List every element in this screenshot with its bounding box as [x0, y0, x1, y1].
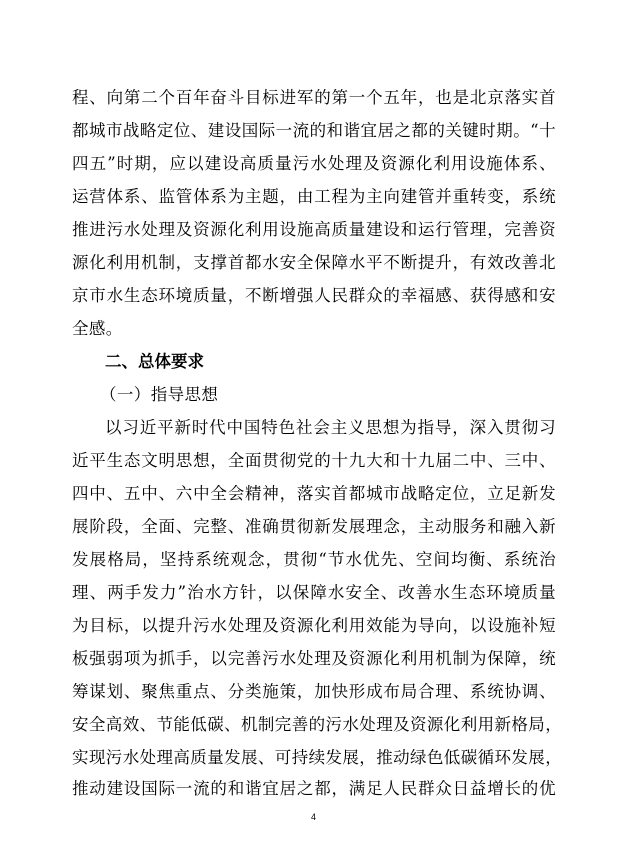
paragraph-2-line-1: 以习近平新时代中国特色社会主义思想为指导，深入贯彻习: [105, 418, 556, 437]
paragraph-2-line-3: 四中、五中、六中全会精神，落实首都城市战略定位，立足新发: [72, 484, 556, 503]
paragraph-2-line-4: 展阶段，全面、完整、准确贯彻新发展理念，主动服务和融入新: [72, 517, 556, 536]
paragraph-1-line-8: 全感。: [72, 319, 123, 338]
paragraph-2-line-11: 实现污水处理高质量发展、可持续发展，推动绿色低碳循环发展，: [72, 748, 563, 767]
paragraph-2-line-12: 推动建设国际一流的和谐宜居之都，满足人民群众日益增长的优: [72, 779, 556, 798]
paragraph-1-line-3: 四五”时期，应以建设高质量污水处理及资源化利用设施体系、: [72, 154, 556, 173]
paragraph-2-line-10: 安全高效、节能低碳、机制完善的污水处理及资源化利用新格局，: [72, 715, 563, 734]
paragraph-1-line-5: 推进污水处理及资源化利用设施高质量建设和运行管理，完善资: [72, 220, 556, 239]
paragraph-2-line-2: 近平生态文明思想，全面贯彻党的十九大和十九届二中、三中、: [72, 451, 556, 470]
paragraph-2-line-5: 发展格局，坚持系统观念，贯彻“节水优先、空间均衡、系统治: [72, 550, 556, 569]
paragraph-2-line-8: 板强弱项为抓手，以完善污水处理及资源化利用机制为保障，统: [72, 649, 556, 668]
paragraph-1-line-6: 源化利用机制，支撑首都水安全保障水平不断提升，有效改善北: [72, 253, 556, 272]
paragraph-1-line-2: 都城市战略定位、建设国际一流的和谐宜居之都的关键时期。“十: [72, 121, 556, 140]
paragraph-1-line-7: 京市水生态环境质量，不断增强人民群众的幸福感、获得感和安: [72, 286, 556, 305]
paragraph-2-line-6: 理、两手发力”治水方针，以保障水安全、改善水生态环境质量: [72, 583, 556, 602]
paragraph-1-line-1: 程、向第二个百年奋斗目标进军的第一个五年，也是北京落实首: [72, 88, 556, 107]
subsection-heading: （一）指导思想: [100, 385, 219, 404]
paragraph-2-line-7: 为目标，以提升污水处理及资源化利用效能为导向，以设施补短: [72, 616, 556, 635]
page-number: 4: [311, 812, 317, 822]
paragraph-1-line-4: 运营体系、监管体系为主题，由工程为主向建管并重转变，系统: [72, 187, 556, 206]
section-heading: 二、总体要求: [105, 352, 204, 371]
paragraph-2-line-9: 筹谋划、聚焦重点、分类施策，加快形成布局合理、系统协调、: [72, 682, 556, 701]
